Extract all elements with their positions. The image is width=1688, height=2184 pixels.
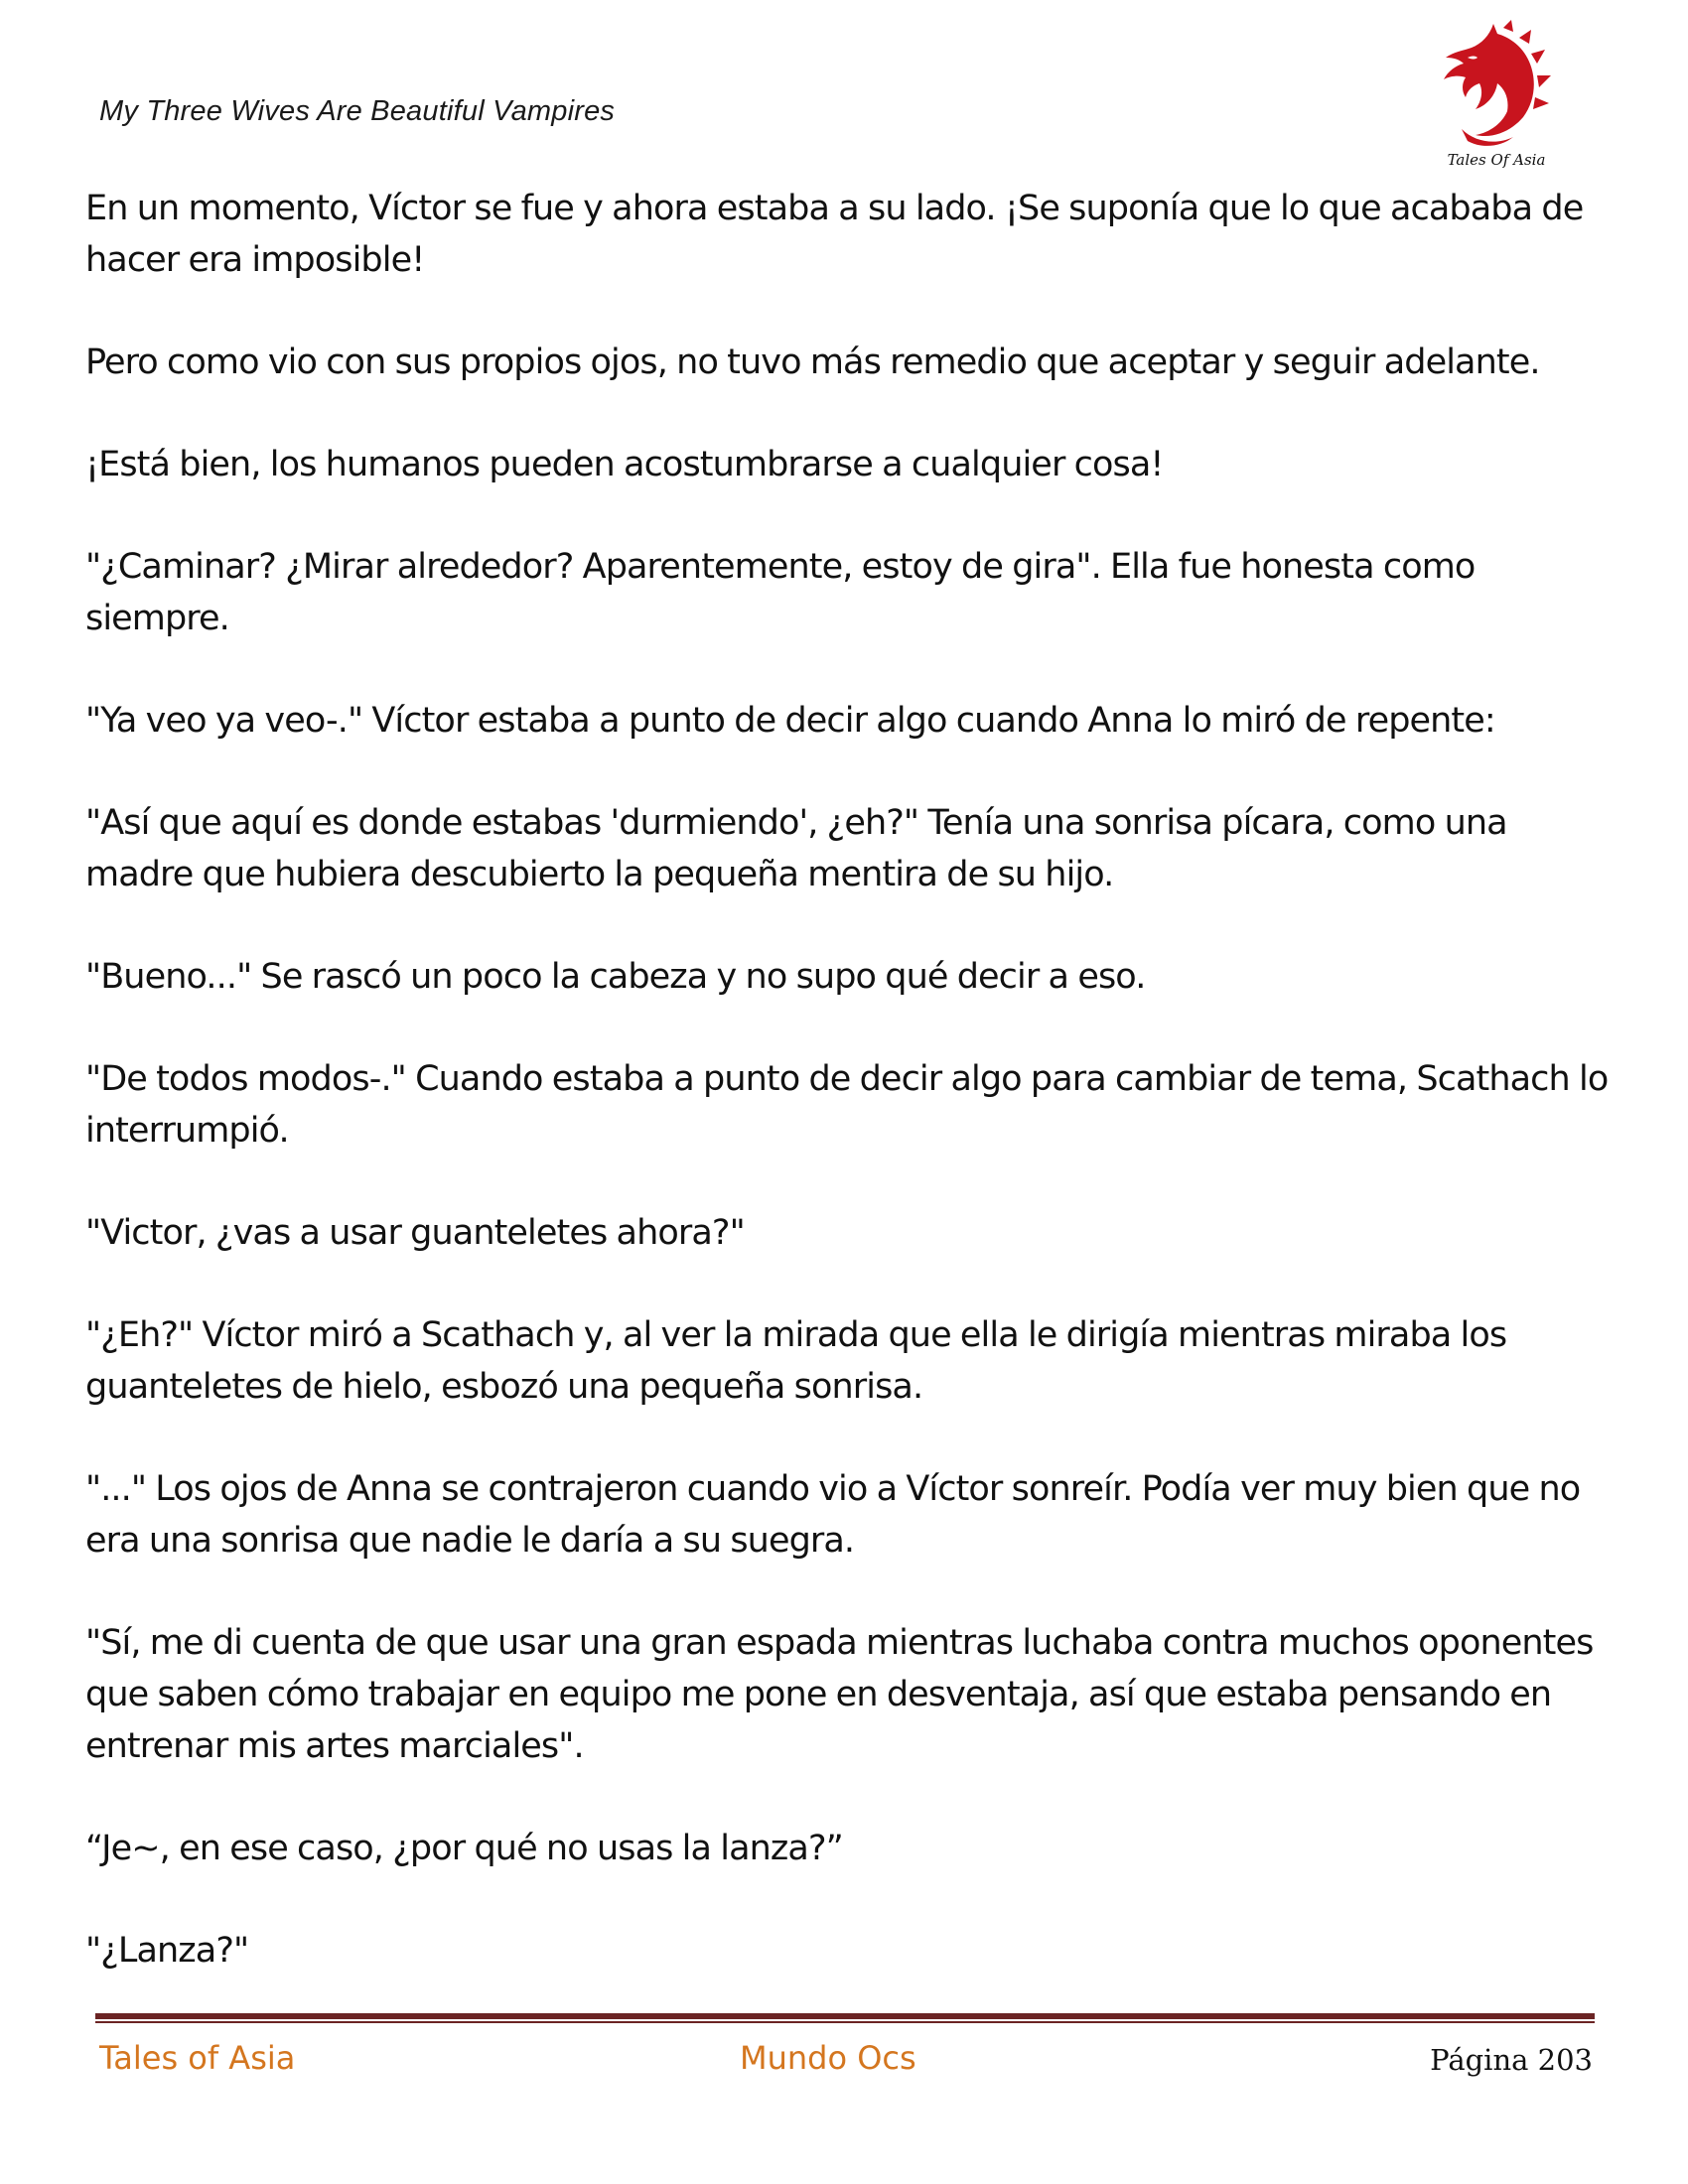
page-number: Página 203 xyxy=(1430,2043,1593,2077)
footer-section-name: Mundo Ocs xyxy=(740,2039,916,2077)
paragraph: "¿Lanza?" xyxy=(85,1931,249,1971)
paragraph: "Sí, me di cuenta de que usar una gran espada mientras luchaba contra muchos oponentes que saben cómo trabajar en equipo me pone en desventaja, así que estaba pensando en entrenar mis artes marciales". xyxy=(85,1623,1594,1766)
footer-site-name: Tales of Asia xyxy=(99,2039,296,2077)
tales-of-asia-logo xyxy=(1432,18,1561,179)
footer-divider xyxy=(95,2013,1595,2023)
paragraph: "..." Los ojos de Anna se contrajeron cuando vio a Víctor sonreír. Podía ver muy bien que no era una sonrisa que nadie le daría a su suegra. xyxy=(85,1469,1581,1561)
paragraph: "¿Caminar? ¿Mirar alrededor? Aparentemente, estoy de gira". Ella fue honesta como siempre. xyxy=(85,547,1476,638)
logo-text: Tales Of Asia xyxy=(1447,151,1546,169)
paragraph: "¿Eh?" Víctor miró a Scathach y, al ver la mirada que ella le dirigía mientras miraba los guanteletes de hielo, esbozó una pequeña sonrisa. xyxy=(85,1315,1507,1407)
paragraph: ¡Está bien, los humanos pueden acostumbrarse a cualquier cosa! xyxy=(85,445,1164,484)
paragraph: En un momento, Víctor se fue y ahora estaba a su lado. ¡Se suponía que lo que acababa de hacer era imposible! xyxy=(85,189,1584,280)
dragon-icon xyxy=(1444,20,1551,146)
paragraph: "Victor, ¿vas a usar guanteletes ahora?" xyxy=(85,1213,745,1253)
paragraph: "Ya veo ya veo-." Víctor estaba a punto de decir algo cuando Anna lo miró de repente: xyxy=(85,701,1495,741)
paragraph: "Bueno..." Se rascó un poco la cabeza y no supo qué decir a eso. xyxy=(85,957,1146,997)
footer-divider-thin xyxy=(95,2021,1595,2023)
chapter-body xyxy=(85,183,1615,2027)
paragraph: "Así que aquí es donde estabas 'durmiendo', ¿eh?" Tenía una sonrisa pícara, como una madre que hubiera descubierto la pequeña mentira de su hijo. xyxy=(85,803,1507,894)
paragraph: “Je~, en ese caso, ¿por qué no usas la lanza?” xyxy=(85,1829,843,1868)
book-title: My Three Wives Are Beautiful Vampires xyxy=(99,95,616,127)
paragraph: Pero como vio con sus propios ojos, no tuvo más remedio que aceptar y seguir adelante. xyxy=(85,342,1540,382)
footer-divider-thick xyxy=(95,2013,1595,2019)
paragraph: "De todos modos-." Cuando estaba a punto de decir algo para cambiar de tema, Scathach lo interrumpió. xyxy=(85,1059,1609,1151)
